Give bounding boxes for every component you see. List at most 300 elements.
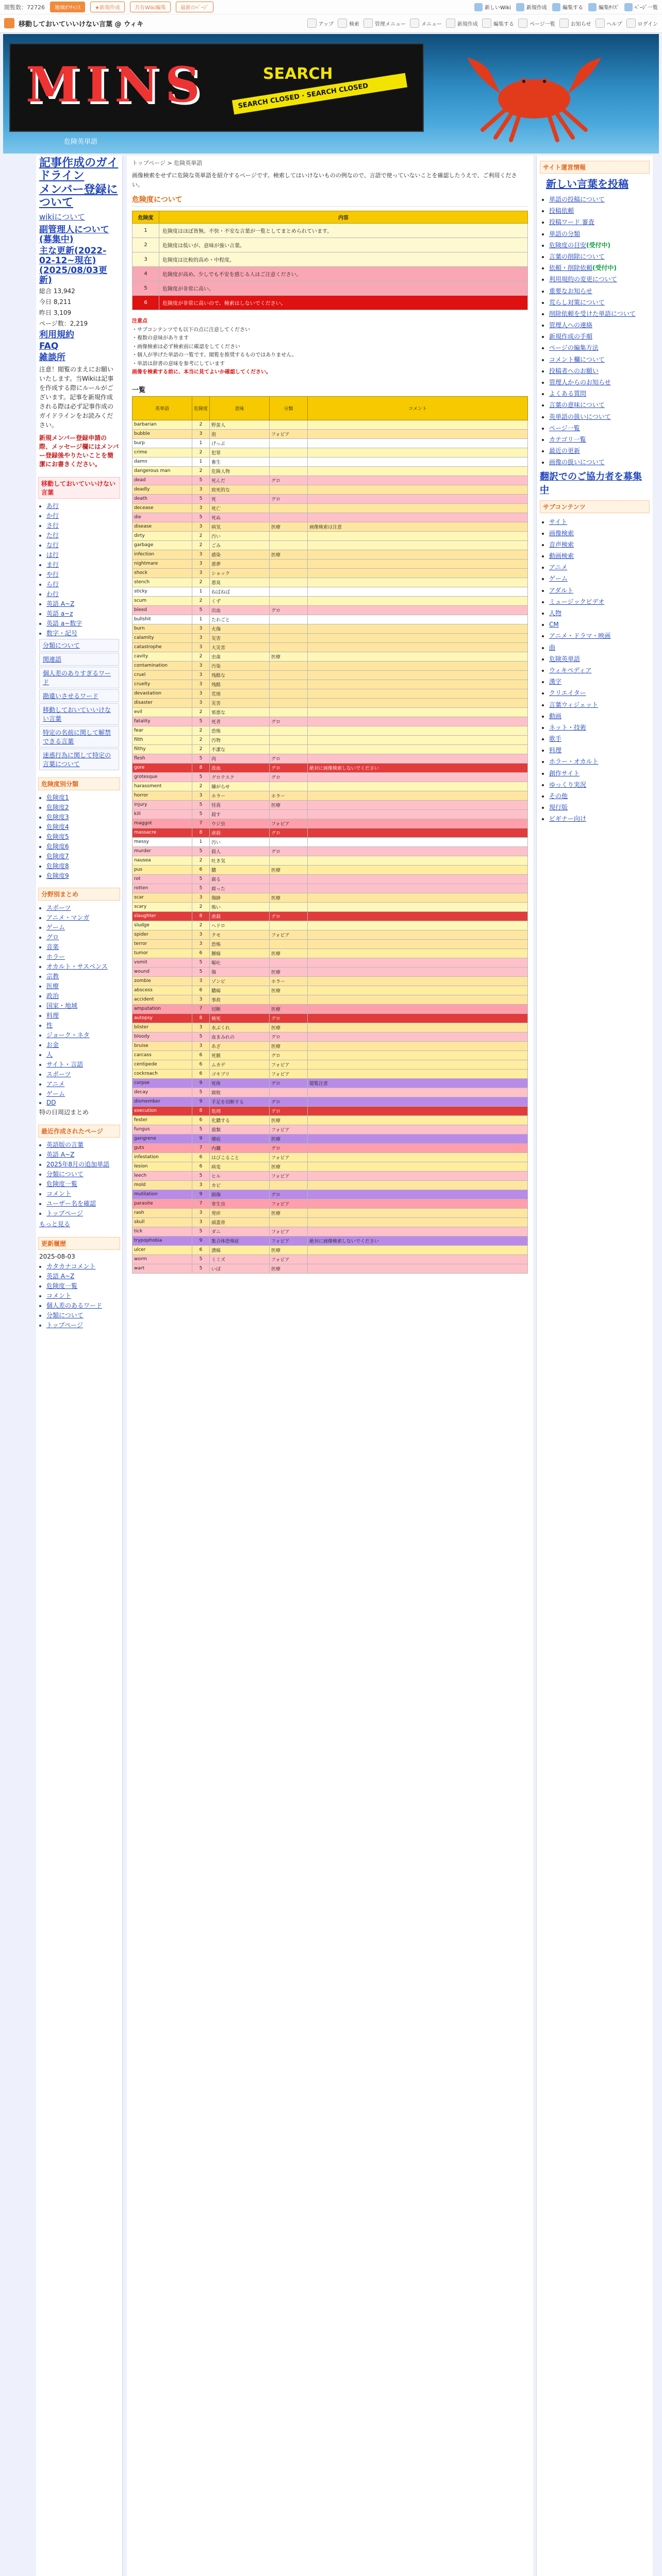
site-title-link[interactable]: 移動しておいていいけない言葉 @ ウィキ [19, 20, 144, 28]
word-cell[interactable]: cockroach [133, 1069, 192, 1078]
level-cell: 1 [192, 438, 210, 448]
word-cell[interactable]: trypophobia [133, 1236, 192, 1245]
table-row [133, 726, 528, 735]
category-cell [270, 420, 308, 429]
word-cell[interactable]: sludge [133, 921, 192, 930]
sub-content-item[interactable]: • 言葉ウィジェット [549, 699, 650, 710]
word-cell[interactable]: nausea [133, 856, 192, 865]
basic-item[interactable]: 英語 a~数字 [46, 619, 82, 627]
hazard-item[interactable]: 危険度5 [46, 833, 69, 840]
word-cell[interactable]: terror [133, 939, 192, 948]
shared-edit-pill[interactable]: 共有Wiki編集 [130, 2, 171, 12]
updated-item[interactable]: 個人差のあるワード [46, 1301, 103, 1309]
menu-new[interactable]: 新規作成 [446, 19, 478, 28]
recent-item[interactable]: コメント [46, 1190, 72, 1197]
genre-item[interactable]: 医療 [46, 982, 59, 990]
recent-item[interactable]: 危険度一覧 [46, 1180, 78, 1188]
word-cell[interactable]: abscess [133, 986, 192, 995]
word-cell[interactable]: bullshit [133, 615, 192, 624]
word-cell[interactable]: guts [133, 1143, 192, 1153]
breadcrumb[interactable]: トップページ > 危険英単語 [132, 160, 203, 166]
basic-item[interactable]: ら行 [46, 580, 59, 588]
recent-item[interactable]: 分類について [46, 1170, 84, 1178]
sub-content-item[interactable]: • ゲーム [549, 573, 650, 584]
menu-menu[interactable]: メニュー [410, 19, 442, 28]
subbox-item[interactable]: 個人差のありすぎるワード [39, 667, 119, 688]
word-cell[interactable]: filthy [133, 744, 192, 754]
word-cell[interactable]: mutilation [133, 1190, 192, 1199]
sub-content-item[interactable]: • 動画検索 [549, 550, 650, 562]
word-cell[interactable]: harassment [133, 782, 192, 791]
basic-item[interactable]: 英語 a~z [46, 609, 73, 617]
tool-new-wiki[interactable]: 新しいWiki [474, 3, 511, 11]
basic-item[interactable]: わ行 [46, 590, 59, 598]
meaning-cell: いぼ [210, 1264, 270, 1273]
level-cell: 3 [192, 559, 210, 568]
right-item[interactable]: • 依頼・削除依頼(受付中) [549, 262, 650, 274]
basic-item[interactable]: や行 [46, 570, 59, 578]
word-cell[interactable]: wart [133, 1264, 192, 1273]
word-cell[interactable]: dangerous man [133, 466, 192, 476]
sub-content-item[interactable]: • CM [549, 619, 650, 630]
basic-item[interactable]: あ行 [46, 502, 59, 510]
sub-content-item[interactable]: • ミュージックビデオ [549, 596, 650, 607]
category-cell [270, 902, 308, 911]
level-cell: 5 [192, 809, 210, 819]
col-level[interactable]: 危険度 [192, 396, 210, 420]
region-pill[interactable]: 地域ｵﾌﾁｬﾝｽ [50, 2, 85, 12]
tool-page-list[interactable]: ﾍﾞｰｼﾞ一覧 [624, 3, 658, 11]
sub-content-item[interactable]: • 創作サイト [549, 768, 650, 779]
right-item[interactable]: • 投稿ワード 審査 [549, 216, 650, 228]
update-history-link[interactable]: 主な更新(2022-02-12~現在) (2025/08/03更新) [39, 245, 107, 285]
right-item[interactable]: • 英単語の扱いについて [549, 411, 650, 422]
level-cell: 6 [192, 986, 210, 995]
terms-link[interactable]: 利用規約 [39, 329, 74, 340]
right-item[interactable]: • 投稿者へのお願い [549, 365, 650, 377]
word-cell[interactable]: fear [133, 726, 192, 735]
word-cell[interactable]: autopsy [133, 1013, 192, 1023]
genre-item[interactable]: 政治 [46, 992, 59, 999]
sub-content-item[interactable]: • 歌手 [549, 733, 650, 744]
word-cell[interactable]: rotten [133, 884, 192, 893]
level-cell: 3 [192, 689, 210, 698]
level-cell: 9 [192, 1236, 210, 1245]
tool-new-page[interactable]: 新規作成 [516, 3, 547, 11]
word-cell[interactable]: filth [133, 735, 192, 744]
word-cell[interactable]: disease [133, 522, 192, 531]
updated-item[interactable]: 危険度一覧 [46, 1282, 78, 1290]
level-cell: 3 [192, 624, 210, 633]
updated-item[interactable]: 英語 A~Z [46, 1272, 75, 1280]
new-page-pill[interactable]: ★新規作成 [90, 2, 125, 12]
category-cell: 医療 [270, 800, 308, 809]
word-cell[interactable]: dismember [133, 1097, 192, 1106]
menu-edit[interactable]: 編集する [482, 19, 514, 28]
basic-item[interactable]: さ行 [46, 521, 59, 529]
right-item[interactable]: • 利用規約の変更について [549, 274, 650, 285]
menu-login[interactable]: ログイン [626, 19, 658, 28]
right-item[interactable]: • 新規作成の手順 [549, 331, 650, 342]
sub-content-item[interactable]: • サイト [549, 516, 650, 528]
word-cell[interactable]: pus [133, 865, 192, 874]
word-cell[interactable]: flesh [133, 754, 192, 763]
basic-item[interactable]: た行 [46, 531, 59, 539]
comment-cell [308, 754, 528, 763]
comment-cell [308, 689, 528, 698]
faq-link[interactable]: FAQ [39, 341, 59, 351]
comment-cell [308, 921, 528, 930]
word-cell[interactable]: tumor [133, 948, 192, 958]
word-cell[interactable]: decay [133, 1088, 192, 1097]
sub-content-item[interactable]: • アニメ [549, 562, 650, 573]
sub-content-item[interactable]: • アニメ・ドラマ・映画 [549, 630, 650, 641]
menu-admin[interactable]: 管理メニュー [363, 19, 406, 28]
word-cell[interactable]: bleed [133, 605, 192, 615]
word-cell[interactable]: mold [133, 1180, 192, 1190]
sub-content-item[interactable]: • ネット・技術 [549, 722, 650, 733]
menu-help[interactable]: ヘルプ [595, 19, 622, 28]
banner-logo-box[interactable] [9, 43, 424, 132]
genre-item[interactable]: 料理 [46, 1011, 59, 1019]
right-item[interactable]: • ページの編集方法 [549, 342, 650, 353]
word-cell[interactable]: rot [133, 874, 192, 884]
comment-cell: 絶対に画像検索しないでください [308, 1236, 528, 1245]
word-cell[interactable]: scar [133, 893, 192, 902]
updated-item[interactable]: トップページ [46, 1321, 83, 1329]
word-cell[interactable]: murder [133, 846, 192, 856]
basic-item[interactable]: 数字・記号 [46, 629, 78, 637]
right-item[interactable]: • ページ一覧 [549, 422, 650, 434]
note-line: ・サブコンテンツでも以下の点に注意してください [132, 327, 250, 333]
hazard-item[interactable]: 危険度7 [46, 852, 69, 860]
word-cell[interactable]: massacre [133, 828, 192, 837]
word-cell[interactable]: cavity [133, 652, 192, 661]
table-row [133, 735, 528, 744]
hazard-item[interactable]: 危険度6 [46, 842, 69, 850]
hazard-item[interactable]: 危険度9 [46, 872, 69, 879]
word-cell[interactable]: gangrene [133, 1134, 192, 1143]
sub-content-item[interactable]: • 曲 [549, 642, 650, 653]
word-cell[interactable]: lesion [133, 1162, 192, 1171]
word-cell[interactable]: nightmare [133, 559, 192, 568]
table-row [133, 1134, 528, 1143]
word-cell[interactable]: vomit [133, 958, 192, 967]
word-cell[interactable]: tick [133, 1227, 192, 1236]
category-cell: ホラー [270, 976, 308, 986]
meaning-cell: 恐怖 [210, 726, 270, 735]
word-cell[interactable]: evil [133, 707, 192, 717]
genre-item[interactable]: サイト・言語 [46, 1060, 84, 1068]
word-cell[interactable]: dead [133, 476, 192, 485]
sub-content-item[interactable]: • 危険英単語 [549, 653, 650, 665]
sub-content-item[interactable]: • その他 [549, 790, 650, 802]
word-cell[interactable]: spider [133, 930, 192, 939]
genre-item[interactable]: DD [46, 1098, 56, 1106]
right-item[interactable]: • 危険度の目安(受付中) [549, 240, 650, 251]
word-cell[interactable]: wound [133, 967, 192, 976]
right-item[interactable]: • 言葉の意味について [549, 399, 650, 411]
tool-edit[interactable]: 編集する [552, 3, 583, 11]
word-cell[interactable]: accident [133, 995, 192, 1004]
table-row [133, 1097, 528, 1106]
genre-item[interactable]: ジョーク・ネタ [46, 1031, 90, 1039]
level-cell: 5 [192, 800, 210, 809]
right-item[interactable]: • 単語の投稿について [549, 194, 650, 205]
word-cell[interactable]: garbage [133, 540, 192, 550]
recent-item[interactable]: トップページ [46, 1209, 83, 1217]
sub-content-item[interactable]: • ホラー・オカルト [549, 756, 650, 767]
recent-item[interactable]: 英語版の言葉 [46, 1141, 84, 1148]
comment-cell [308, 726, 528, 735]
right-item[interactable]: • 荒らし対策について [549, 297, 650, 308]
subbox-item[interactable]: 移動しておいていいけない言葉 [39, 703, 119, 725]
hazard-item[interactable]: 危険度3 [46, 813, 69, 821]
word-cell[interactable]: fungus [133, 1125, 192, 1134]
wiki-about-link[interactable]: wikiについて [39, 212, 85, 222]
col-word[interactable]: 英単語 [133, 396, 192, 420]
sub-content-item[interactable]: • ウィキペディア [549, 665, 650, 676]
word-cell[interactable]: carcass [133, 1050, 192, 1060]
word-cell[interactable]: die [133, 513, 192, 522]
meaning-cell: 恐怖 [210, 939, 270, 948]
basic-item[interactable]: な行 [46, 541, 59, 549]
word-cell[interactable]: death [133, 494, 192, 503]
col-category[interactable]: 分類 [270, 396, 308, 420]
sub-content-item[interactable]: • 音声検索 [549, 539, 650, 550]
word-cell[interactable]: shock [133, 568, 192, 578]
word-cell[interactable]: blister [133, 1023, 192, 1032]
level-cell: 5 [192, 1264, 210, 1273]
right-item[interactable]: • 管理人からのお知らせ [549, 377, 650, 388]
table-row [133, 1162, 528, 1171]
word-cell[interactable]: grotesque [133, 772, 192, 782]
meaning-cell: ねばねば [210, 587, 270, 596]
word-cell[interactable]: decease [133, 503, 192, 513]
level-cell: 6 [192, 1153, 210, 1162]
word-cell[interactable]: cruelty [133, 680, 192, 689]
genre-item[interactable]: ホラー [46, 953, 65, 960]
word-cell[interactable]: corpse [133, 1078, 192, 1088]
basic-item[interactable]: か行 [46, 512, 59, 519]
word-cell[interactable]: messy [133, 837, 192, 846]
right-bottom-item[interactable]: • ビギナー向け [549, 813, 650, 824]
genre-item[interactable]: 国家・地域 [46, 1002, 78, 1009]
genre-item[interactable]: 人 [46, 1050, 53, 1058]
updated-item[interactable]: 分類について [46, 1311, 84, 1319]
word-cell[interactable]: catastrophe [133, 642, 192, 652]
genre-item[interactable]: アニメ [46, 1080, 65, 1088]
right-item[interactable]: • 重要なお知らせ [549, 285, 650, 297]
right-item[interactable]: • 最近の更新 [549, 445, 650, 456]
sub-content-item[interactable]: • 画像検索 [549, 528, 650, 539]
word-cell[interactable]: devastation [133, 689, 192, 698]
latest-pill[interactable]: 最新のﾍﾟｰｼﾞ [176, 2, 213, 12]
word-cell[interactable]: cruel [133, 670, 192, 680]
word-cell[interactable]: infestation [133, 1153, 192, 1162]
sub-content-item[interactable]: • 動画 [549, 710, 650, 722]
word-cell[interactable]: contamination [133, 661, 192, 670]
col-meaning[interactable]: 意味 [210, 396, 270, 420]
sub-content-item[interactable]: • 人物 [549, 607, 650, 619]
comment-cell [308, 559, 528, 568]
category-cell [270, 670, 308, 680]
word-cell[interactable]: disaster [133, 698, 192, 707]
hazard-description-table [132, 211, 528, 310]
more-link[interactable]: もっと見る [39, 1220, 71, 1228]
category-cell [270, 596, 308, 605]
word-cell[interactable]: ulcer [133, 1245, 192, 1255]
translator-recruit-link[interactable]: 翻訳でのご協力者を募集中 [540, 471, 642, 496]
word-cell[interactable]: scum [133, 596, 192, 605]
word-cell[interactable]: damn [133, 457, 192, 466]
subbox-item[interactable]: 分類について [39, 639, 119, 652]
subbox-item[interactable]: 迷惑行為に関して特定の言葉について [39, 749, 119, 770]
word-cell[interactable]: scary [133, 902, 192, 911]
word-cell[interactable]: burn [133, 624, 192, 633]
category-cell [270, 837, 308, 846]
genre-item[interactable]: ゲーム [46, 923, 65, 931]
tool-size[interactable]: 編集ｻｲｽﾞ [588, 3, 619, 11]
subbox-item[interactable]: 特定の名前に関して解禁できる言葉 [39, 726, 119, 748]
word-cell[interactable]: deadly [133, 485, 192, 494]
word-cell[interactable]: fatality [133, 717, 192, 726]
sub-content-item[interactable]: • 漢字 [549, 676, 650, 687]
word-cell[interactable]: fester [133, 1115, 192, 1125]
word-cell[interactable]: crime [133, 448, 192, 457]
genre-item[interactable]: お金 [46, 1041, 59, 1048]
word-cell[interactable]: zombie [133, 976, 192, 986]
table-row [133, 633, 528, 642]
genre-item[interactable]: スポーツ [46, 904, 71, 911]
subbox-item[interactable]: 勘違いさせるワード [39, 689, 119, 702]
hazard-item[interactable]: 危険度4 [46, 823, 69, 831]
table-row [133, 698, 528, 707]
genre-item[interactable]: グロ [46, 933, 59, 941]
updated-item[interactable]: コメント [46, 1292, 72, 1299]
main-content [127, 156, 533, 2576]
crab-mascot-icon [446, 42, 611, 145]
comment-cell [308, 1013, 528, 1023]
guideline-link[interactable]: 記事作成のガイドライン [39, 157, 119, 182]
meaning-cell: 流血 [210, 763, 270, 772]
word-cell[interactable]: stench [133, 578, 192, 587]
recent-item[interactable]: ユーザー名を確認 [46, 1199, 96, 1207]
right-item[interactable]: • 投稿依頼 [549, 205, 650, 216]
updated-item[interactable]: カタカナコメント [46, 1262, 96, 1270]
right-item[interactable]: • カテゴリ一覧 [549, 434, 650, 445]
word-cell[interactable]: barbarian [133, 420, 192, 429]
basic-item[interactable]: ま行 [46, 561, 59, 568]
hazard-item[interactable]: 危険度1 [46, 793, 69, 801]
word-cell[interactable]: horror [133, 791, 192, 800]
word-cell[interactable]: rash [133, 1208, 192, 1217]
genre-item[interactable]: アニメ・マンガ [46, 913, 90, 921]
menu-up[interactable]: アップ [307, 19, 334, 28]
word-cell[interactable]: leech [133, 1171, 192, 1180]
genre-item[interactable]: 宗教 [46, 972, 59, 980]
word-cell[interactable]: bloody [133, 1032, 192, 1041]
meaning-cell: 腐る [210, 874, 270, 884]
meaning-cell: 膿瘍 [210, 986, 270, 995]
word-cell[interactable]: parasite [133, 1199, 192, 1208]
subbox-item[interactable]: 関連語 [39, 653, 119, 666]
word-cell[interactable]: bubble [133, 429, 192, 438]
recent-item[interactable]: 2025年8月の追加単語 [46, 1160, 110, 1168]
meaning-cell: 致死的な [210, 485, 270, 494]
genre-item[interactable]: 音楽 [46, 943, 59, 951]
word-cell[interactable]: kill [133, 809, 192, 819]
recent-item[interactable]: 英語 A~Z [46, 1150, 75, 1158]
category-cell [270, 642, 308, 652]
word-cell[interactable]: bruise [133, 1041, 192, 1050]
word-cell[interactable]: infection [133, 550, 192, 559]
level-cell: 2 [192, 902, 210, 911]
word-cell[interactable]: sticky [133, 587, 192, 596]
word-cell[interactable]: maggot [133, 819, 192, 828]
word-cell[interactable]: injury [133, 800, 192, 809]
right-item[interactable]: • よくある質問 [549, 388, 650, 399]
featured-link[interactable]: 新しい言葉を投稿 [546, 178, 628, 190]
word-cell[interactable]: worm [133, 1255, 192, 1264]
member-register-link[interactable]: メンバー登録について [39, 183, 118, 209]
genre-item[interactable]: スポーツ [46, 1070, 71, 1078]
basic-item[interactable]: は行 [46, 551, 59, 558]
genre-item[interactable]: ゲーム [46, 1090, 65, 1097]
word-cell[interactable]: burp [133, 438, 192, 448]
table-row [133, 1143, 528, 1153]
word-cell[interactable]: dirty [133, 531, 192, 540]
word-cell[interactable]: centipede [133, 1060, 192, 1069]
hazard-item[interactable]: 危険度2 [46, 803, 69, 811]
right-bottom-item[interactable]: • 現行版 [549, 802, 650, 813]
word-cell[interactable]: amputation [133, 1004, 192, 1013]
right-item[interactable]: • 削除依頼を受けた単語について [549, 308, 650, 319]
category-cell [270, 707, 308, 717]
hazard-item[interactable]: 危険度8 [46, 862, 69, 870]
basic-item[interactable]: 英語 A~Z [46, 600, 75, 607]
category-cell: フォビア [270, 819, 308, 828]
category-cell [270, 448, 308, 457]
right-item[interactable]: • 言葉の削除について [549, 251, 650, 262]
menu-notice[interactable]: お知らせ [559, 19, 591, 28]
sub-admin-link[interactable]: 副管理人について(募集中) [39, 224, 109, 245]
meaning-cell: 壊疽 [210, 1134, 270, 1143]
sub-content-item[interactable]: • 料理 [549, 744, 650, 756]
word-cell[interactable]: slaughter [133, 911, 192, 921]
level-cell: 2 [192, 531, 210, 540]
word-cell[interactable]: gore [133, 763, 192, 772]
sub-content-item[interactable]: • クリエイター [549, 687, 650, 699]
word-cell[interactable]: skull [133, 1217, 192, 1227]
right-item[interactable]: • 管理人への連絡 [549, 319, 650, 331]
menu-pages[interactable]: ページ一覧 [518, 19, 555, 28]
genre-item[interactable]: オカルト・サスペンス [46, 962, 108, 970]
right-item[interactable]: • 画像の扱いについて [549, 456, 650, 468]
right-item[interactable]: • コメント欄について [549, 354, 650, 365]
comment-cell: 絶対に画像検索しないでください [308, 763, 528, 772]
menu-search[interactable]: 検索 [338, 19, 359, 28]
sub-content-item[interactable]: • ゆっくり実況 [549, 779, 650, 790]
col-comment[interactable]: コメント [308, 396, 528, 420]
right-item[interactable]: • 単語の分類 [549, 228, 650, 240]
word-cell[interactable]: execution [133, 1106, 192, 1115]
word-cell[interactable]: calamity [133, 633, 192, 642]
genre-item[interactable]: 性 [46, 1021, 53, 1029]
sub-content-item[interactable]: • アダルト [549, 585, 650, 596]
table-row [133, 967, 528, 976]
chat-link[interactable]: 雑談所 [39, 352, 65, 363]
